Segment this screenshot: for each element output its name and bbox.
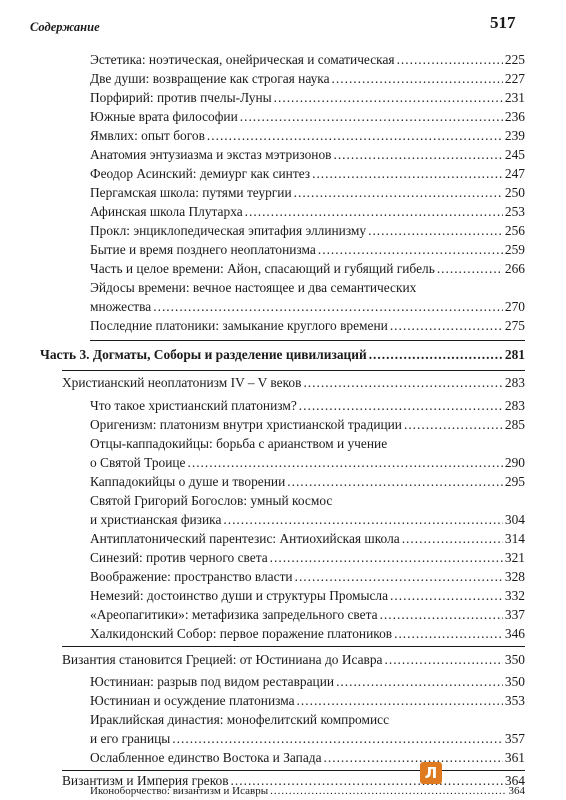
toc-entry-title: Каппадокийцы о душе и творении — [90, 474, 286, 489]
toc-entry-title: Афинская школа Плутарха — [90, 204, 243, 219]
toc-entry-title: Пергамская школа: путями теургии — [90, 185, 292, 200]
toc-entry-title: «Ареопагитики»: метафизика запредельного света — [90, 607, 378, 622]
toc-entry-title: и его границы — [90, 731, 171, 746]
toc-entry-page: 227 — [504, 71, 525, 86]
toc-entry-title: Часть и целое времени: Айон, спасающий и губящий гибель — [90, 261, 435, 276]
toc-entry-title: Ослабленное единство Востока и Запада — [90, 750, 322, 765]
toc-entry-title: Что такое христианский платонизм? — [90, 398, 297, 413]
toc-entry-page: 250 — [504, 185, 525, 200]
toc-entry-page: 337 — [504, 607, 525, 622]
toc-entry-title: Две души: возвращение как строгая наука — [90, 71, 330, 86]
toc-entry-title: Антиплатонический парентезис: Антиохийская школа — [90, 531, 400, 546]
toc-entry-page: 353 — [504, 693, 525, 708]
toc-entry-title: Юстиниан: разрыв под видом реставрации — [90, 674, 335, 689]
toc-entry-title: Феодор Асинский: демиург как синтез — [90, 166, 311, 181]
toc-entry-page: 259 — [504, 242, 525, 257]
toc-entry-page: 270 — [504, 299, 525, 314]
toc-entry-title: Византия становится Грецией: от Юстиниана до Исавра — [62, 652, 383, 667]
toc-entry-title: Эйдосы времени: вечное настоящее и два семантических — [90, 280, 417, 295]
toc-entry-page: 275 — [504, 318, 525, 333]
toc-entry-title: Часть 3. Догматы, Соборы и разделение цивилизаций — [40, 347, 367, 362]
toc-entry-title: о Святой Троице — [90, 455, 186, 470]
toc-entry-title: Оригенизм: платонизм внутри христианской традиции — [90, 417, 402, 432]
toc-entry-page: 314 — [504, 531, 525, 546]
toc-entry-page: 247 — [504, 166, 525, 181]
toc-entry-page: 346 — [504, 626, 525, 641]
toc-entry-title: Южные врата философии — [90, 109, 238, 124]
toc-entry[interactable] — [90, 785, 525, 797]
toc-entry-page: 266 — [504, 261, 525, 276]
toc-entry-title: Прокл: энциклопедическая эпитафия эллинизму — [90, 223, 367, 238]
toc-entry-page: 304 — [504, 512, 525, 527]
toc-entry-title: Анатомия энтузиазма и экстаз мэтризонов — [90, 147, 332, 162]
toc-entry-page: 239 — [504, 128, 525, 143]
toc-entry-title: Юстиниан и осуждение платонизма — [90, 693, 295, 708]
toc-entry-page: 364 — [504, 773, 525, 788]
dot-leader — [270, 785, 506, 797]
toc-entry-page: 290 — [504, 455, 525, 470]
toc-entry-page: 361 — [504, 750, 525, 765]
toc-entry-page: 283 — [504, 375, 525, 390]
toc-entry-title: Воображение: пространство власти — [90, 569, 293, 584]
toc-entry-title: Ямвлих: опыт богов — [90, 128, 205, 143]
toc-entry-page: 256 — [504, 223, 525, 238]
toc-entry-title: Христианский неоплатонизм IV – V веков — [62, 375, 302, 390]
toc-entry-title: Бытие и время позднего неоплатонизма — [90, 242, 316, 257]
toc-entry-page: 231 — [504, 90, 525, 105]
toc-entry-title: и христианская физика — [90, 512, 222, 527]
toc-entry-page: 253 — [504, 204, 525, 219]
toc-entry-title: Иконоборчество: византизм и Исавры — [90, 785, 269, 797]
toc-entry-title: Порфирий: против пчелы-Луны — [90, 90, 272, 105]
toc-entry-title: Эстетика: ноэтическая, онейрическая и соматическая — [90, 52, 395, 67]
toc-entry-page: 350 — [504, 652, 525, 667]
toc-entry-title: Отцы-каппадокийцы: борьба с арианством и учение — [90, 436, 388, 451]
toc-entry-title: Последние платоники: замыкание круглого времени — [90, 318, 388, 333]
running-title: Содержание — [30, 20, 100, 34]
toc-entry-page: 364 — [508, 785, 525, 797]
toc-entry-title: Византизм и Империя греков — [62, 773, 229, 788]
toc-entry-page: 332 — [504, 588, 525, 603]
toc-entry-title: Халкидонский Собор: первое поражение платоников — [90, 626, 393, 641]
toc-entry-page: 236 — [504, 109, 525, 124]
page-number: 517 — [490, 13, 516, 32]
toc-entry-page: 281 — [504, 347, 525, 362]
toc-entry-page: 321 — [504, 550, 525, 565]
toc-entry-title: Ираклийская династия: монофелитский компромисс — [90, 712, 390, 727]
toc-entry-title: множества — [90, 299, 152, 314]
toc-entry-page: 357 — [504, 731, 525, 746]
toc-entry-page: 283 — [504, 398, 525, 413]
toc-entry-page: 225 — [504, 52, 525, 67]
toc-entry-page: 350 — [504, 674, 525, 689]
toc-entry-page: 295 — [504, 474, 525, 489]
toc-entry-page: 285 — [504, 417, 525, 432]
publisher-logo: Л — [420, 762, 442, 784]
toc-entry-page: 328 — [504, 569, 525, 584]
toc-entry-title: Синезий: против черного света — [90, 550, 268, 565]
toc-entry-title: Святой Григорий Богослов: умный космос — [90, 493, 333, 508]
toc-entry-page: 245 — [504, 147, 525, 162]
toc-entry-title: Немезий: достоинство души и структуры Промысла — [90, 588, 389, 603]
